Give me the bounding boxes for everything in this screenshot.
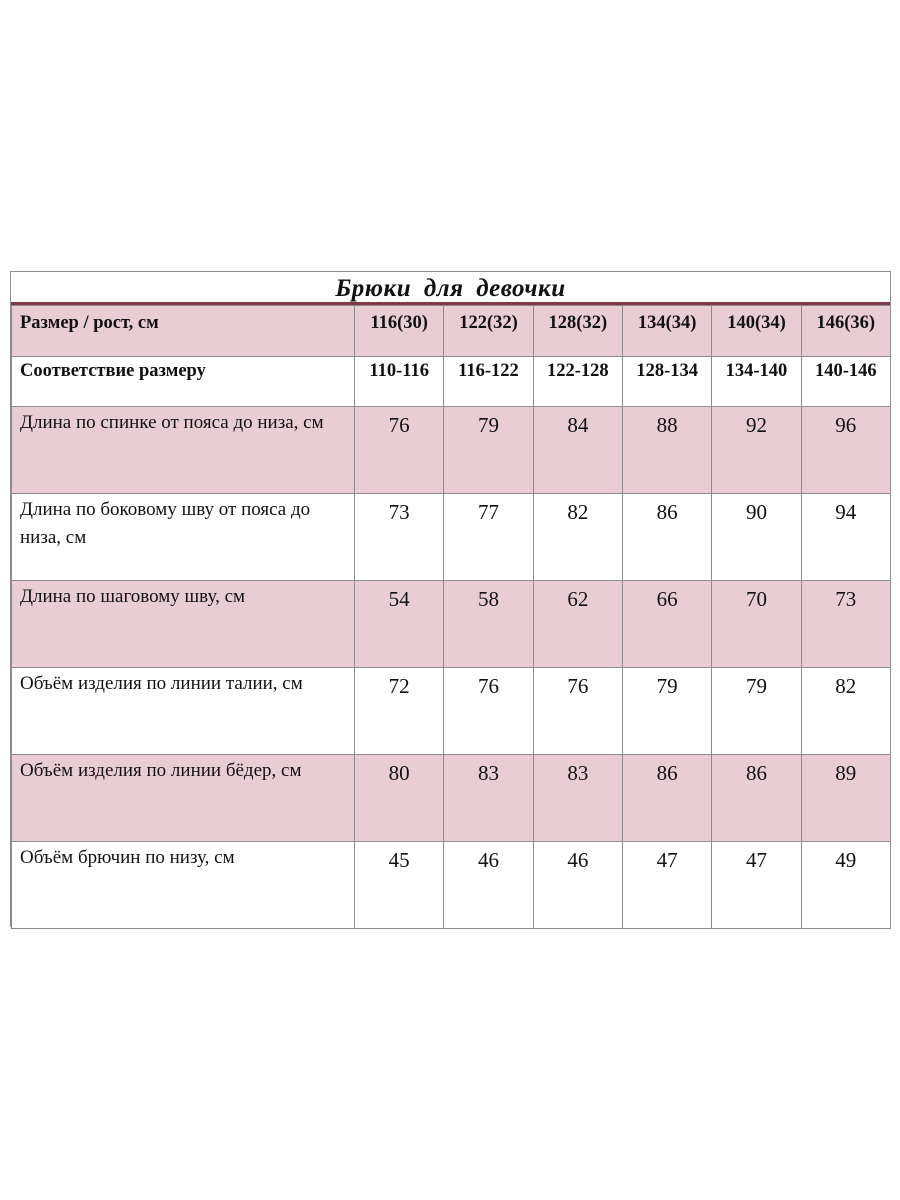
header-row: [12, 306, 891, 357]
cell-value: 86: [745, 761, 767, 785]
cell-value: 47: [745, 848, 767, 872]
value-cell: [801, 407, 890, 494]
row-label-cell: [12, 581, 355, 668]
cell-value: 47: [656, 848, 678, 872]
value-cell: [622, 842, 711, 929]
value-cell: [355, 581, 444, 668]
value-cell: [712, 581, 801, 668]
row-label: Объём брючин по низу, см: [20, 847, 235, 868]
title-bar: [11, 272, 890, 305]
value-cell: [355, 842, 444, 929]
cell-value: 122-128: [546, 361, 609, 381]
row-label: Длина по спинке от пояса до низа, см: [20, 412, 324, 433]
cell-value: 86: [656, 761, 678, 785]
cell-value: 116-122: [458, 361, 519, 381]
value-cell: [801, 755, 890, 842]
value-cell: [712, 407, 801, 494]
cell-value: 76: [477, 674, 499, 698]
value-cell: [622, 494, 711, 581]
table-row: [12, 494, 891, 581]
value-cell: [533, 357, 622, 407]
value-cell: [801, 357, 890, 407]
cell-value: 46: [477, 848, 499, 872]
size-chart: [10, 271, 891, 927]
cell-value: 96: [835, 413, 857, 437]
row-label-cell: [12, 407, 355, 494]
value-cell: [622, 357, 711, 407]
size-cell: [712, 306, 801, 357]
cell-value: 110-116: [369, 361, 429, 381]
size-value: 146(36): [816, 313, 876, 333]
cell-value: 134-140: [725, 361, 788, 381]
cell-value: 58: [477, 587, 499, 611]
table-row: [12, 755, 891, 842]
cell-value: 79: [656, 674, 678, 698]
row-label-cell: [12, 357, 355, 407]
cell-value: 88: [656, 413, 678, 437]
cell-value: 83: [567, 761, 589, 785]
value-cell: [712, 755, 801, 842]
value-cell: [533, 842, 622, 929]
value-cell: [444, 357, 533, 407]
value-cell: [533, 755, 622, 842]
value-cell: [444, 755, 533, 842]
cell-value: 140-146: [814, 361, 877, 381]
value-cell: [533, 494, 622, 581]
value-cell: [801, 668, 890, 755]
cell-value: 72: [388, 674, 410, 698]
size-cell: [622, 306, 711, 357]
value-cell: [355, 407, 444, 494]
cell-value: 79: [745, 674, 767, 698]
value-cell: [712, 494, 801, 581]
value-cell: [801, 842, 890, 929]
header-label-cell: [12, 306, 355, 357]
value-cell: [444, 842, 533, 929]
value-cell: [622, 668, 711, 755]
value-cell: [533, 581, 622, 668]
cell-value: 49: [835, 848, 857, 872]
row-label: Соответствие размеру: [20, 361, 206, 381]
cell-value: 62: [567, 587, 589, 611]
value-cell: [801, 581, 890, 668]
cell-value: 77: [477, 500, 499, 524]
value-cell: [712, 842, 801, 929]
cell-value: 128-134: [636, 361, 698, 381]
value-cell: [355, 494, 444, 581]
size-value: 134(34): [637, 313, 697, 333]
table-row: [12, 581, 891, 668]
row-label: Объём изделия по линии бёдер, см: [20, 760, 302, 781]
row-label-cell: [12, 668, 355, 755]
cell-value: 90: [745, 500, 767, 524]
value-cell: [801, 494, 890, 581]
value-cell: [444, 494, 533, 581]
correspondence-row: [12, 357, 891, 407]
value-cell: [355, 668, 444, 755]
cell-value: 46: [567, 848, 589, 872]
cell-value: 45: [388, 848, 410, 872]
size-cell: [444, 306, 533, 357]
cell-value: 73: [835, 587, 857, 611]
row-label-cell: [12, 494, 355, 581]
cell-value: 82: [835, 674, 857, 698]
table-row: [12, 668, 891, 755]
cell-value: 89: [835, 761, 857, 785]
table-row: [12, 842, 891, 929]
size-cell: [355, 306, 444, 357]
cell-value: 83: [477, 761, 499, 785]
cell-value: 86: [656, 500, 678, 524]
cell-value: 66: [656, 587, 678, 611]
value-cell: [533, 407, 622, 494]
cell-value: 84: [567, 413, 589, 437]
value-cell: [444, 407, 533, 494]
value-cell: [533, 668, 622, 755]
size-table: [11, 305, 891, 929]
size-value: 128(32): [548, 313, 608, 333]
cell-value: 76: [567, 674, 589, 698]
cell-value: 73: [388, 500, 410, 524]
value-cell: [444, 668, 533, 755]
row-label: Длина по боковому шву от пояса до низа, см: [20, 499, 311, 548]
value-cell: [355, 357, 444, 407]
size-cell: [533, 306, 622, 357]
value-cell: [712, 357, 801, 407]
row-label-cell: [12, 842, 355, 929]
row-label: Объём изделия по линии талии, см: [20, 673, 303, 694]
value-cell: [622, 407, 711, 494]
cell-value: 82: [567, 500, 589, 524]
size-cell: [801, 306, 890, 357]
size-value: 122(32): [459, 313, 518, 333]
value-cell: [444, 581, 533, 668]
size-value: 140(34): [727, 313, 786, 333]
cell-value: 92: [745, 413, 767, 437]
cell-value: 79: [477, 413, 499, 437]
row-label-cell: [12, 755, 355, 842]
value-cell: [622, 581, 711, 668]
value-cell: [712, 668, 801, 755]
value-cell: [355, 755, 444, 842]
row-label: Длина по шаговому шву, см: [20, 586, 246, 607]
cell-value: 54: [388, 587, 410, 611]
header-label: Размер / рост, см: [20, 313, 159, 333]
value-cell: [622, 755, 711, 842]
cell-value: 70: [745, 587, 767, 611]
cell-value: 94: [835, 500, 857, 524]
cell-value: 80: [388, 761, 410, 785]
table-row: [12, 407, 891, 494]
chart-title: Брюки для девочки: [335, 274, 566, 302]
size-value: 116(30): [370, 313, 428, 333]
cell-value: 76: [388, 413, 410, 437]
